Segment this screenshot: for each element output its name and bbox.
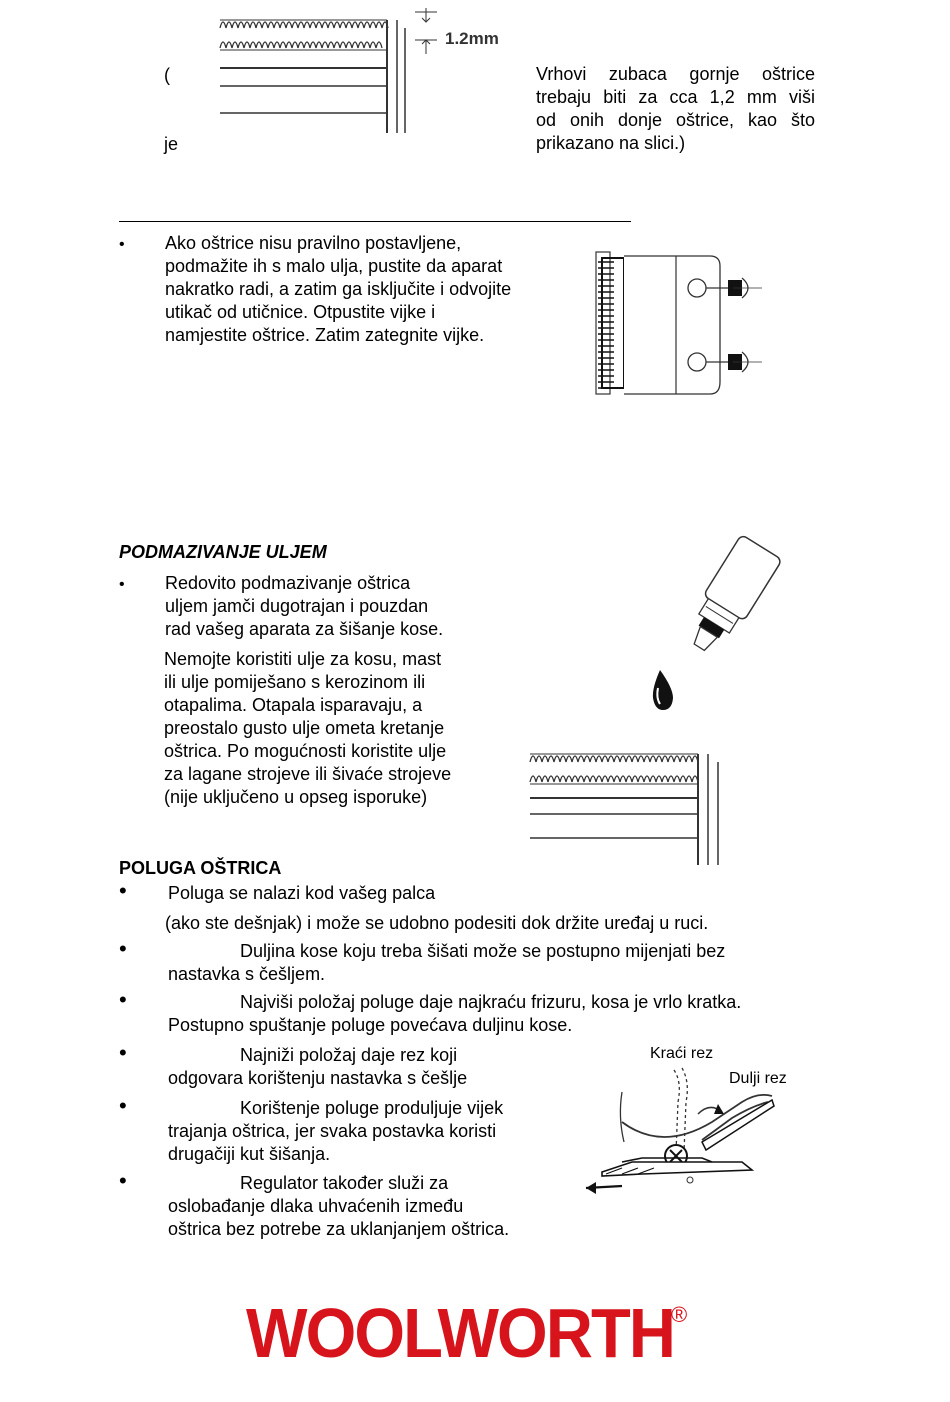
lever-item-1-line-1: Poluga se nalazi kod vašeg palca: [168, 883, 436, 903]
blade-lever-illustration: [582, 1062, 792, 1202]
je-text: je: [164, 134, 179, 154]
text-line: Redovito podmazivanje oštrica: [165, 573, 411, 593]
long-cut-label: Dulji rez: [729, 1070, 787, 1087]
screw-hole: [688, 279, 706, 297]
lever-item-6: [168, 1172, 568, 1241]
text-line: drugačiji kut šišanja.: [168, 1144, 331, 1164]
text-line: namjestite oštrice. Zatim zategnite vijke.: [165, 325, 485, 345]
text-line: trajanja oštrica, jer svaka postavka koristi: [168, 1121, 497, 1141]
text-line: Najviši položaj poluge daje najkraću frizuru, kosa je vrlo kratka.: [240, 992, 742, 1012]
text-line: Duljina kose koju treba šišati može se postupno mijenjati bez: [240, 941, 726, 961]
text-line: Najniži položaj daje rez koji: [240, 1045, 458, 1065]
note-line: Vrhovi zubaca gornje oštrice: [536, 64, 815, 84]
oil-bottle-icon: [640, 538, 785, 713]
oil-drop-icon: [653, 670, 673, 710]
text-line: oštrica. Po mogućnosti koristite ulje: [164, 741, 447, 761]
text-line: odgovara korištenju nastavka s češlje: [168, 1068, 468, 1088]
lever-item-2: [168, 940, 818, 986]
lever-item-3: [168, 991, 818, 1037]
bullet-marker: •: [119, 987, 127, 1012]
oil-benefit-text: [165, 572, 525, 641]
lower-blade-teeth: [530, 776, 698, 782]
upper-blade-teeth: [220, 22, 388, 28]
bullet-marker: •: [119, 1093, 127, 1118]
blade-height-illustration: [205, 8, 520, 138]
text-line: oslobađanje dlaka uhvaćenih između: [168, 1196, 464, 1216]
text-line: podmažite ih s malo ulja, pustite da aparat: [165, 256, 503, 276]
note-line: trebaju biti za cca 1,2 mm viši: [536, 87, 815, 107]
bullet-marker: •: [119, 1168, 127, 1193]
bullet-marker: •: [119, 576, 125, 593]
note-line: prikazano na slici.): [536, 133, 686, 153]
bullet-marker: •: [119, 936, 127, 961]
blade-height-note: [536, 63, 815, 155]
lower-blade-teeth: [220, 42, 382, 48]
text-line: oštrica bez potrebe za uklanjanjem oštrica.: [168, 1219, 510, 1239]
lever-section-heading: POLUGA OŠTRICA: [119, 858, 282, 878]
woolworth-logo: [246, 1294, 706, 1372]
text-line: nastavka s češljem.: [168, 964, 326, 984]
text-line: otapalima. Otapala isparavaju, a: [164, 695, 423, 715]
note-line: od onih donje oštrice, kao što: [536, 110, 815, 130]
blade-teeth-illustration: [520, 740, 740, 875]
text-line: Postupno spuštanje poluge povećava duljinu kose.: [168, 1015, 573, 1035]
text-line: (nije uključeno u opseg isporuke): [164, 787, 428, 807]
blade-screws-illustration: [592, 248, 764, 403]
lever-item-1-line-2: (ako ste dešnjak) i može se udobno podesiti dok držite uređaj u ruci.: [165, 913, 709, 933]
text-line: Regulator također služi za: [240, 1173, 449, 1193]
blade-adjust-text: [165, 232, 585, 347]
text-line: ili ulje pomiješano s kerozinom ili: [164, 672, 426, 692]
section-divider: [119, 221, 631, 222]
text-line: rad vašeg aparata za šišanje kose.: [165, 619, 444, 639]
text-line: Korištenje poluge produljuje vijek: [240, 1098, 504, 1118]
measure-label: 1.2mm: [445, 29, 499, 48]
text-line: uljem jamči dugotrajan i pouzdan: [165, 596, 429, 616]
text-line: Ako oštrice nisu pravilno postavljene,: [165, 233, 462, 253]
bullet-marker: •: [119, 236, 125, 253]
text-line: utikač od utičnice. Otpustite vijke i: [165, 302, 436, 322]
lever-item-5: [168, 1097, 548, 1166]
lever-item-4: [168, 1044, 496, 1090]
logo-wordmark: WOOLWORTH: [246, 1294, 675, 1372]
oil-section-heading: PODMAZIVANJE ULJEM: [119, 542, 327, 562]
screw-hole: [688, 353, 706, 371]
text-line: nakratko radi, a zatim ga isključite i odvojite: [165, 279, 512, 299]
open-parenthesis: (: [164, 65, 170, 85]
short-cut-label: Kraći rez: [650, 1045, 714, 1062]
upper-blade-teeth: [530, 756, 698, 762]
oil-warning-text: [164, 648, 524, 809]
registered-mark: ®: [671, 1302, 688, 1327]
text-line: za lagane strojeve ili šivaće strojeve: [164, 764, 452, 784]
arrow-left-icon: [586, 1182, 596, 1194]
text-line: preostalo gusto ulje ometa kretanje: [164, 718, 445, 738]
bullet-marker: •: [119, 1040, 127, 1065]
bullet-marker: •: [119, 878, 127, 903]
text-line: Nemojte koristiti ulje za kosu, mast: [164, 649, 442, 669]
